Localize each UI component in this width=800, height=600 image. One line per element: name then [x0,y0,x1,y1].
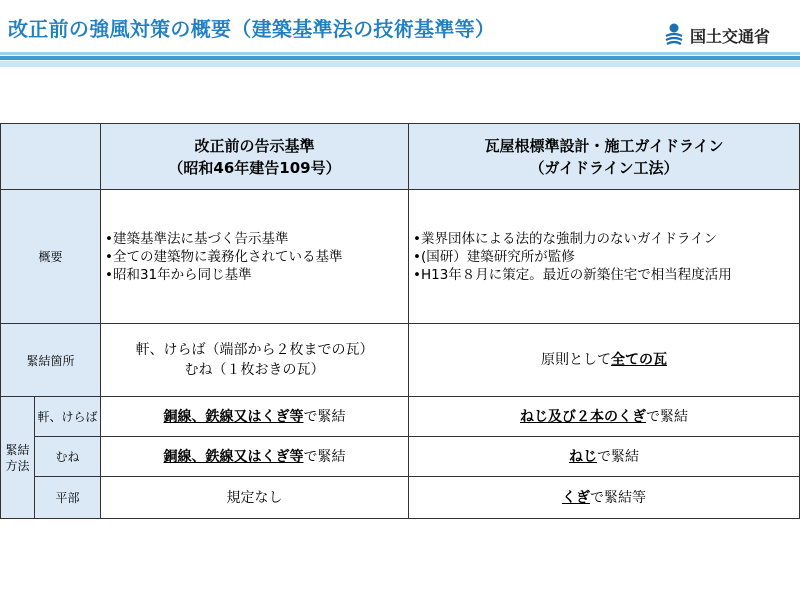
fastening-points-line1: 軒、けらば（端部から２枚までの瓦） [135,342,374,358]
eaves-notice-bold: 銅線、鉄線又はくぎ等 [163,408,304,425]
list-item: •建築基準法に基づく告示基準 [105,230,289,247]
row-group-label-fastening-method [1,397,35,519]
list-item: •昭和31年から同じ基準 [105,266,252,283]
ridge-notice-cell [101,437,409,477]
row-label-overview: 概要 [1,190,101,324]
header-corner-cell [1,124,101,190]
flat-guideline-bold: くぎ [562,489,590,506]
flat-notice-cell: 規定なし [101,477,409,519]
fastening-method-label: 緊結方法 [5,442,30,473]
table-row-flat [1,477,800,519]
col-header-guideline-line2: （ガイドライン工法） [529,158,679,177]
fastening-points-notice-cell [101,324,409,397]
table-row-eaves [1,397,800,437]
fastening-points-guideline-cell [409,324,800,397]
row-label-eaves: 軒、けらば [35,397,101,437]
comparison-table [0,123,800,519]
flat-guideline-plain: で緊結等 [590,489,646,506]
list-item: •業界団体による法的な強制力のないガイドライン [413,230,718,247]
list-item: •H13年８月に策定。最近の新築住宅で相当程度活用 [413,266,732,283]
logo-text: 国土交通省 [690,27,771,46]
col-header-guideline-line1: 瓦屋根標準設計・施工ガイドライン [484,136,724,155]
list-item: •(国研）建築研究所が監修 [413,248,575,265]
table-header-row [1,124,800,190]
fastening-points-bold-text: 全ての瓦 [611,352,667,368]
overview-guideline-cell [409,190,800,324]
eaves-guideline-bold: ねじ及び２本のくぎ [520,408,646,425]
fastening-points-plain-text: 原則として [541,352,611,368]
ridge-notice-plain: で緊結 [303,448,346,465]
page-header [0,0,800,60]
table-row-ridge [1,437,800,477]
header-stripe-mid [0,56,800,60]
list-item: •全ての建築物に義務化されている基準 [105,248,343,265]
ministry-logo [664,22,794,50]
row-label-flat: 平部 [35,477,101,519]
header-stripe-pale [0,61,800,67]
fastening-points-line2: むね（１枚おきの瓦） [184,362,325,378]
ridge-guideline-cell [409,437,800,477]
eaves-guideline-plain: で緊結 [646,408,688,425]
col-header-notice-line1: 改正前の告示基準 [194,136,315,155]
flat-guideline-cell [409,477,800,519]
ridge-notice-bold: 銅線、鉄線又はくぎ等 [163,448,304,465]
mlit-logo-icon [664,22,684,48]
row-label-fastening-points: 緊結箇所 [1,324,101,397]
page-title: 改正前の強風対策の概要（建築基準法の技術基準等） [8,17,496,41]
row-label-ridge: むね [35,437,101,477]
eaves-notice-plain: で緊結 [303,408,346,425]
eaves-notice-cell [101,397,409,437]
table-row-fastening-points [1,324,800,397]
col-header-notice-standard [101,124,409,190]
overview-notice-cell [101,190,409,324]
table-row-overview [1,190,800,324]
col-header-notice-line2: （昭和46年建告109号） [168,158,341,177]
ridge-guideline-bold: ねじ [569,448,597,465]
col-header-guideline [409,124,800,190]
eaves-guideline-cell [409,397,800,437]
ridge-guideline-plain: で緊結 [597,448,639,465]
header-stripe-light [0,52,800,55]
